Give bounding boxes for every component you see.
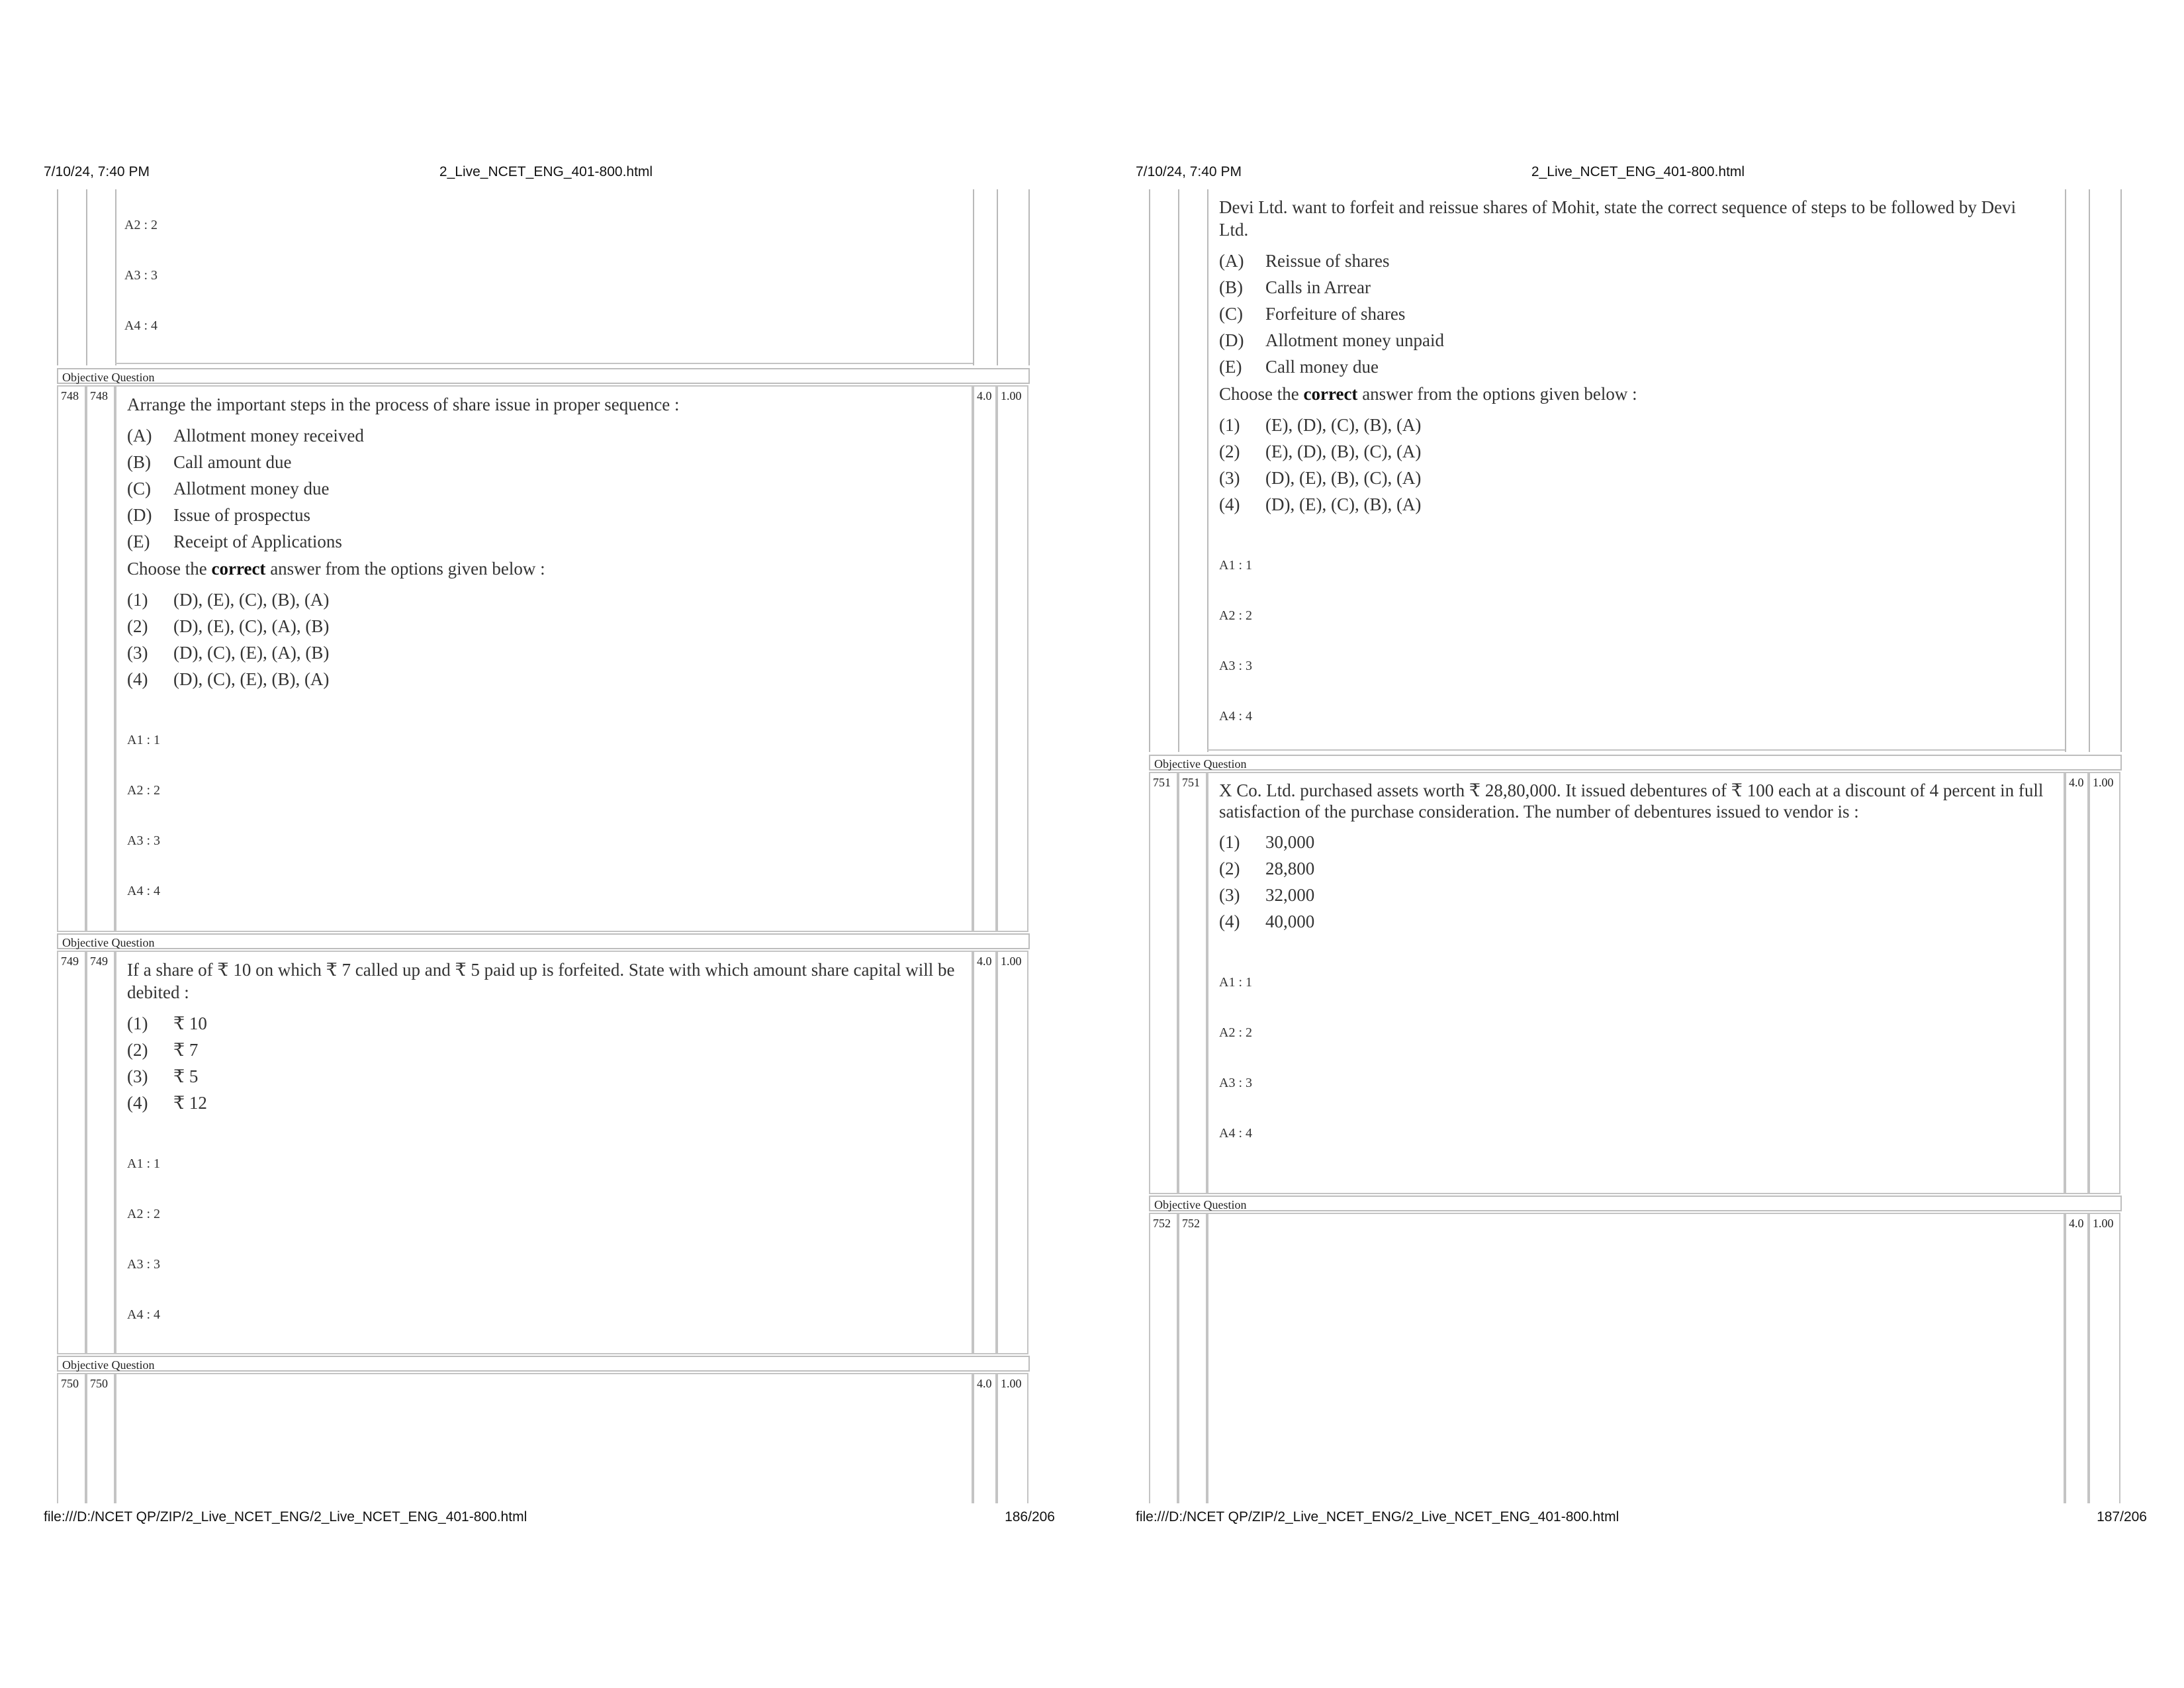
question-type-label: Objective Question <box>57 368 1030 384</box>
marks-cell: 4.0 <box>973 951 997 1354</box>
answer-label: A4 : 4 <box>127 884 160 898</box>
answer-option: (3) (D), (E), (B), (C), (A) <box>1219 468 1422 488</box>
answer-label: A3 : 3 <box>124 268 158 283</box>
question-content <box>1219 196 2046 741</box>
question-type-label: Objective Question <box>1149 1196 2122 1211</box>
marks-cell: 4.0 <box>973 1373 997 1503</box>
marks-cell: 4.0 <box>2065 1213 2089 1503</box>
negative-marks-cell: 1.00 <box>997 1373 1028 1503</box>
print-footer-page-number: 187/206 <box>2097 1509 2147 1524</box>
answer-option: (1) (E), (D), (C), (B), (A) <box>1219 415 1422 435</box>
answer-label: A2 : 2 <box>1219 1025 1252 1040</box>
print-footer-path: file:///D:/NCET QP/ZIP/2_Live_NCET_ENG/2_Live_NCET_ENG_401-800.html <box>44 1509 527 1524</box>
answer-label: A4 : 4 <box>1219 1126 1252 1141</box>
marks-cell: 4.0 <box>2065 772 2089 1194</box>
answer-option: (4) (D), (C), (E), (B), (A) <box>127 669 330 689</box>
print-header-date: 7/10/24, 7:40 PM <box>1136 164 1242 179</box>
list-item: (D) Issue of prospectus <box>127 505 310 525</box>
answer-label: A2 : 2 <box>1219 608 1252 623</box>
question-content <box>127 959 981 1340</box>
print-page-187 <box>1092 0 2184 1688</box>
answer-label: A4 : 4 <box>124 318 158 333</box>
answer-label: A3 : 3 <box>127 1257 160 1272</box>
answer-option: (3) 32,000 <box>1219 885 1315 905</box>
print-footer-path: file:///D:/NCET QP/ZIP/2_Live_NCET_ENG/2_Live_NCET_ENG_401-800.html <box>1136 1509 1619 1524</box>
answer-option: (3) ₹ 5 <box>127 1066 199 1086</box>
question-type-label: Objective Question <box>57 1356 1030 1372</box>
answer-label: A3 : 3 <box>1219 659 1252 673</box>
serial-number: 752 <box>1149 1213 1178 1503</box>
answer-label: A2 : 2 <box>127 1207 160 1221</box>
question-id: 750 <box>86 1373 115 1503</box>
answer-option: (2) (E), (D), (B), (C), (A) <box>1219 442 1422 461</box>
answer-label: A1 : 1 <box>1219 558 1252 573</box>
list-item: (A) Allotment money received <box>127 426 364 445</box>
answer-option: (1) ₹ 10 <box>127 1013 207 1033</box>
previous-question-tail <box>57 189 1032 365</box>
question-table <box>57 189 1032 1503</box>
answer-option: (4) ₹ 12 <box>127 1093 207 1113</box>
answer-option: (2) (D), (E), (C), (A), (B) <box>127 616 330 636</box>
negative-marks-cell: 1.00 <box>2089 1213 2120 1503</box>
answer-option: (3) (D), (C), (E), (A), (B) <box>127 643 330 663</box>
list-item: (C) Allotment money due <box>127 479 330 498</box>
print-header-title: 2_Live_NCET_ENG_401-800.html <box>439 164 653 179</box>
serial-number: 748 <box>57 385 86 932</box>
negative-marks-cell: 1.00 <box>997 385 1028 932</box>
question-text: If a share of ₹ 10 on which ₹ 7 called up and ₹ 5 paid up is forfeited. State with which amount share capital will be debited : <box>127 960 955 1002</box>
question-type-label: Objective Question <box>57 933 1030 949</box>
answer-option: (4) 40,000 <box>1219 912 1315 931</box>
print-header-date: 7/10/24, 7:40 PM <box>44 164 150 179</box>
list-item: (E) Receipt of Applications <box>127 532 342 551</box>
serial-number: 750 <box>57 1373 86 1503</box>
question-text: Devi Ltd. want to forfeit and reissue shares of Mohit, state the correct sequence of steps to be followed by Devi Ltd. <box>1219 197 2017 240</box>
list-item: (E) Call money due <box>1219 357 1379 377</box>
serial-number: 751 <box>1149 772 1178 1194</box>
question-row <box>57 385 1032 932</box>
answer-label: A1 : 1 <box>127 733 160 747</box>
answer-option: (1) 30,000 <box>1219 832 1315 852</box>
answer-label: A4 : 4 <box>127 1307 160 1322</box>
question-content <box>1219 780 2046 1158</box>
question-row <box>57 1373 1032 1503</box>
question-text: X Co. Ltd. purchased assets worth ₹ 28,80,000. It issued debentures of ₹ 100 each at a discount of 4 percent in full satisfaction of the purchase consideration. The number of debentures issued to vendor is : <box>1219 780 2044 821</box>
print-footer-page-number: 186/206 <box>1005 1509 1055 1524</box>
answer-label: A3 : 3 <box>127 833 160 848</box>
list-item: (A) Reissue of shares <box>1219 251 1390 271</box>
marks-cell: 4.0 <box>973 385 997 932</box>
answer-label: A2 : 2 <box>127 783 160 798</box>
list-item: (B) Call amount due <box>127 452 292 472</box>
negative-marks-cell: 1.00 <box>2089 772 2120 1194</box>
question-type-label: Objective Question <box>1149 755 2122 771</box>
answer-label: A4 : 4 <box>1219 709 1252 724</box>
answer-option: (4) (D), (E), (C), (B), (A) <box>1219 494 1422 514</box>
answer-label: A3 : 3 <box>1219 1076 1252 1090</box>
question-id: 749 <box>86 951 115 1354</box>
list-item: (C) Forfeiture of shares <box>1219 304 1406 324</box>
question-content <box>127 393 954 916</box>
list-item: (D) Allotment money unpaid <box>1219 330 1444 350</box>
choose-instruction: Choose the correct answer from the options given below : <box>1219 384 1637 404</box>
serial-number: 749 <box>57 951 86 1354</box>
question-table <box>1149 189 2124 1503</box>
question-id: 751 <box>1178 772 1207 1194</box>
print-header-title: 2_Live_NCET_ENG_401-800.html <box>1531 164 1745 179</box>
question-text: Arrange the important steps in the process of share issue in proper sequence : <box>127 395 680 414</box>
answer-label: A1 : 1 <box>1219 975 1252 990</box>
answer-option: (2) 28,800 <box>1219 859 1315 878</box>
negative-marks-cell: 1.00 <box>997 951 1028 1354</box>
answer-option: (2) ₹ 7 <box>127 1040 199 1060</box>
question-body-cell <box>1207 1213 2065 1503</box>
question-body-cell <box>115 1373 973 1503</box>
continued-question <box>1149 189 2124 752</box>
answer-label: A1 : 1 <box>127 1156 160 1171</box>
question-row <box>57 951 1032 1354</box>
answer-label: A2 : 2 <box>124 218 158 232</box>
question-row <box>1149 1213 2124 1503</box>
choose-instruction: Choose the correct answer from the options given below : <box>127 559 545 579</box>
list-item: (B) Calls in Arrear <box>1219 277 1371 297</box>
question-id: 748 <box>86 385 115 932</box>
answer-option: (1) (D), (E), (C), (B), (A) <box>127 590 330 610</box>
question-id: 752 <box>1178 1213 1207 1503</box>
question-row <box>1149 772 2124 1194</box>
